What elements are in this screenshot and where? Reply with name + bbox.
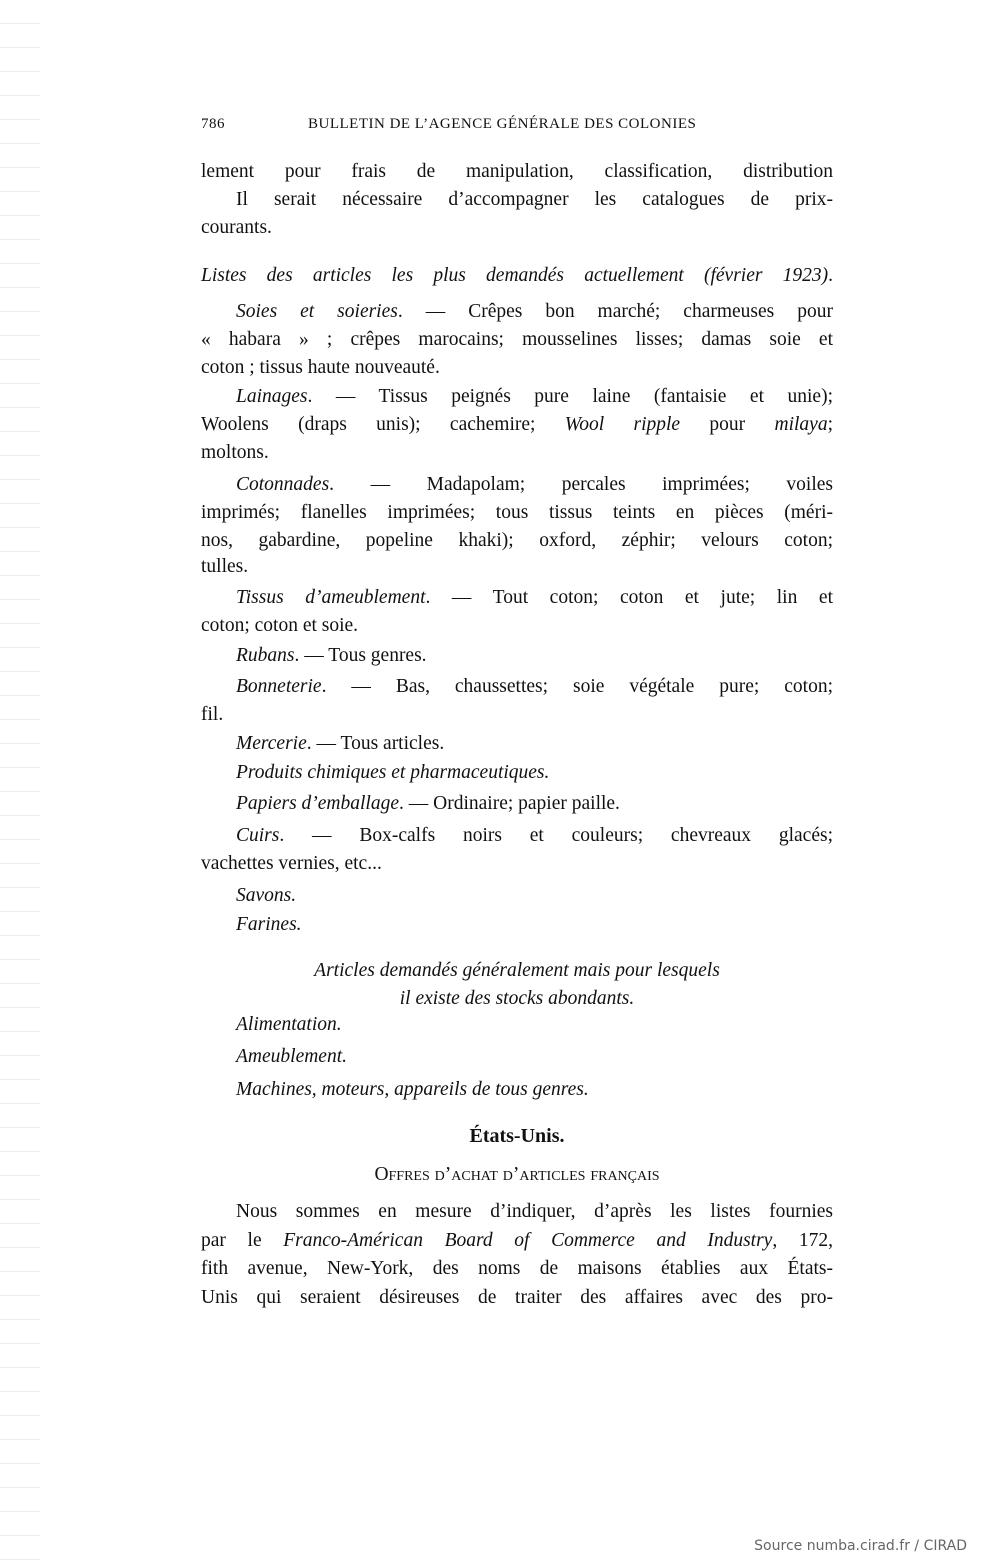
- text-segment: fil.: [201, 704, 224, 725]
- text-line: [236, 186, 833, 214]
- italic-text: Cuirs: [236, 825, 280, 846]
- text-segment: .: [828, 265, 833, 286]
- italic-text: Machines, moteurs, appareils de tous genres.: [236, 1079, 589, 1100]
- italic-text: Rubans: [236, 645, 295, 666]
- text-line: [201, 354, 833, 382]
- text-line: [201, 262, 833, 290]
- italic-text: il existe des stocks abondants.: [399, 988, 635, 1009]
- italic-text: Bonneterie: [236, 676, 322, 697]
- text-segment: par le: [201, 1230, 284, 1251]
- text-segment: lement pour frais de manipulation, classification, distribution: [201, 161, 833, 182]
- text-line: [236, 584, 833, 612]
- text-line: [236, 1011, 833, 1039]
- text-line: [236, 911, 833, 939]
- text-segment: nos, gabardine, popeline khaki); oxford, zéphir; velours coton;: [201, 530, 833, 551]
- text-segment: . — Ordinaire; papier paille.: [399, 793, 620, 814]
- italic-text: Produits chimiques et pharmaceutiques.: [236, 762, 550, 783]
- text-line: [201, 499, 833, 527]
- section-title: [201, 1122, 833, 1150]
- text-line: [201, 214, 833, 242]
- source-credit: Source numba.cirad.fr / CIRAD: [754, 1538, 967, 1554]
- text-segment: fith avenue, New-York, des noms de maisons établies aux États-: [201, 1258, 833, 1279]
- italic-text: Franco-Américan Board of Commerce and Industry: [283, 1230, 773, 1251]
- text-line: [201, 553, 833, 581]
- italic-text: Articles demandés généralement mais pour lesquels: [314, 960, 720, 981]
- text-line: [236, 1043, 833, 1071]
- text-line: [201, 985, 833, 1013]
- text-segment: États-Unis.: [469, 1125, 565, 1147]
- italic-text: Farines.: [236, 914, 302, 935]
- text-line: [236, 673, 833, 701]
- text-line: [201, 158, 833, 186]
- text-line: [201, 850, 833, 878]
- text-segment: . — Madapolam; percales imprimées; voiles: [329, 474, 833, 495]
- text-line: [201, 411, 833, 439]
- italic-text: Soies et soieries: [236, 301, 398, 322]
- italic-text: milaya: [774, 414, 828, 435]
- italic-text: Savons.: [236, 885, 297, 906]
- text-segment: vachettes vernies, etc...: [201, 853, 382, 874]
- text-line: [201, 701, 833, 729]
- text-segment: coton ; tissus haute nouveauté.: [201, 357, 440, 378]
- text-line: [236, 822, 833, 850]
- text-line: [236, 383, 833, 411]
- text-segment: ;: [827, 414, 833, 435]
- italic-text: Wool ripple: [564, 414, 681, 435]
- text-segment: Woolens (draps unis); cachemire;: [201, 414, 565, 435]
- text-segment: tulles.: [201, 556, 249, 577]
- italic-text: Ameublement.: [236, 1046, 348, 1067]
- text-segment: courants.: [201, 217, 272, 238]
- text-line: [201, 527, 833, 555]
- text-line: [236, 759, 833, 787]
- text-line: [201, 439, 833, 467]
- text-segment: . — Tissus peignés pure laine (fantaisie et unie);: [307, 386, 833, 407]
- text-line: [236, 1198, 833, 1226]
- text-segment: coton; coton et soie.: [201, 615, 359, 636]
- scan-margin-noise: [0, 0, 40, 1566]
- italic-text: Tissus d’ameublement: [236, 587, 426, 608]
- italic-text: Lainages: [236, 386, 308, 407]
- text-segment: pour: [680, 414, 775, 435]
- text-segment: . — Tous genres.: [294, 645, 427, 666]
- italic-text: Papiers d’emballage: [236, 793, 400, 814]
- text-segment: Offres d’achat d’articles français: [374, 1164, 660, 1185]
- text-line: [236, 642, 833, 670]
- text-line: [236, 471, 833, 499]
- text-segment: « habara » ; crêpes marocains; mousselines lisses; damas soie et: [201, 329, 833, 350]
- running-title: BULLETIN DE L’AGENCE GÉNÉRALE DES COLONIES: [308, 116, 697, 132]
- text-segment: Il serait nécessaire d’accompagner les catalogues de prix-: [236, 189, 833, 210]
- text-segment: . — Crêpes bon marché; charmeuses pour: [397, 301, 833, 322]
- text-segment: Nous sommes en mesure d’indiquer, d’après les listes fournies: [236, 1201, 833, 1222]
- italic-text: Cotonnades: [236, 474, 330, 495]
- text-line: [201, 957, 833, 985]
- text-line: [236, 730, 833, 758]
- text-line: [236, 790, 833, 818]
- italic-text: Mercerie: [236, 733, 307, 754]
- text-line: [236, 1076, 833, 1104]
- italic-text: Alimentation.: [236, 1014, 342, 1035]
- text-segment: . — Bas, chaussettes; soie végétale pure; coton;: [321, 676, 833, 697]
- text-segment: . — Tous articles.: [306, 733, 445, 754]
- text-line: [201, 1227, 833, 1255]
- text-line: [201, 1284, 833, 1312]
- page-number: 786: [201, 116, 225, 132]
- text-line: [201, 326, 833, 354]
- text-line: [201, 612, 833, 640]
- text-segment: . — Tout coton; coton et jute; lin et: [425, 587, 833, 608]
- text-segment: imprimés; flanelles imprimées; tous tissus teints en pièces (méri-: [201, 502, 833, 523]
- section-subtitle: [201, 1161, 833, 1189]
- text-segment: moltons.: [201, 442, 269, 463]
- text-line: [236, 882, 833, 910]
- text-segment: , 172,: [772, 1230, 833, 1251]
- italic-text: Listes des articles les plus demandés actuellement (février 1923): [201, 265, 829, 286]
- text-line: [201, 1255, 833, 1283]
- text-line: [236, 298, 833, 326]
- text-segment: Unis qui seraient désireuses de traiter des affaires avec des pro-: [201, 1287, 833, 1308]
- text-segment: . — Box-calfs noirs et couleurs; chevreaux glacés;: [279, 825, 833, 846]
